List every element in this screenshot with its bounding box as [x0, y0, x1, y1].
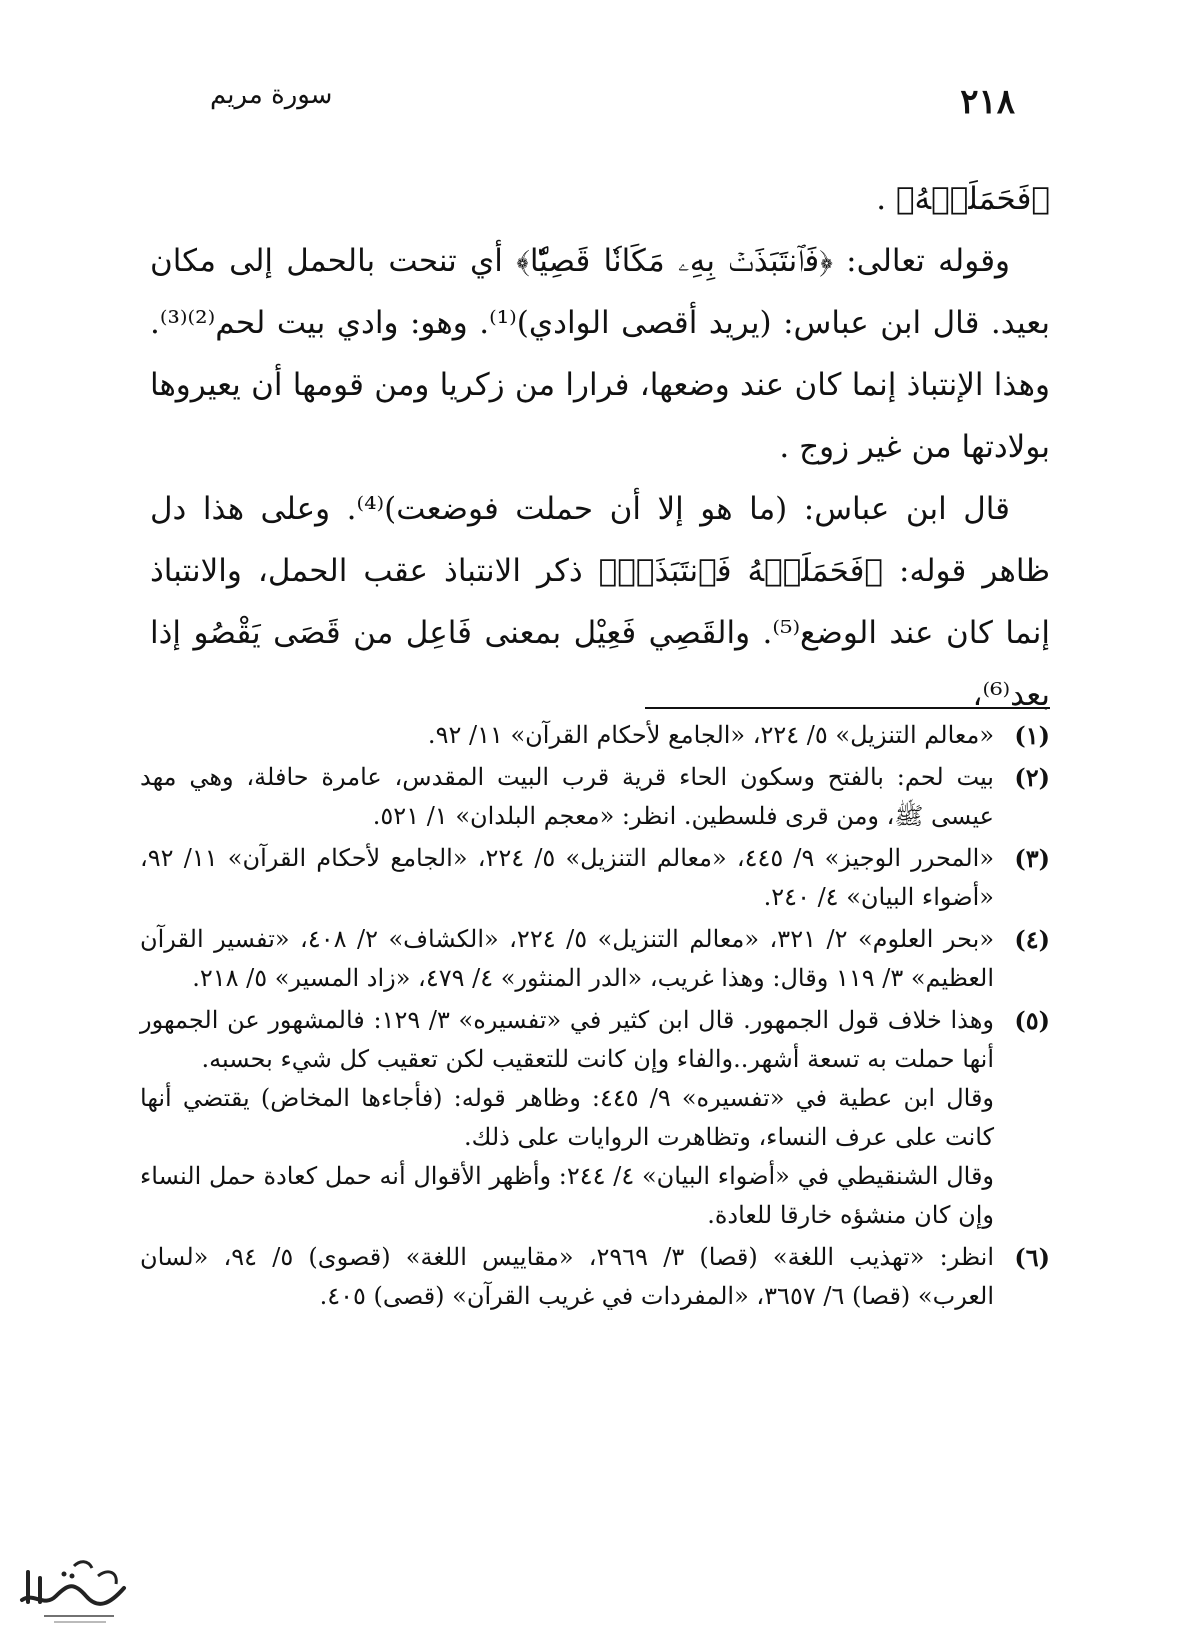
- footnote-number: (٥): [1014, 1006, 1050, 1035]
- footnote-text: وقال الشنقيطي في «أضواء البيان» ٤/ ٢٤٤: وأظهر الأقوال أنه حمل كعادة حمل النساء وإن كان منشؤه خارقا للعادة.: [140, 1162, 995, 1229]
- paragraph-1: ﴿فَحَمَلَتۡهُ﴾ .: [876, 181, 1050, 217]
- footnote-text: وهذا خلاف قول الجمهور. قال ابن كثير في «تفسيره» ٣/ ١٢٩: فالمشهور عن الجمهور أنها حملت به تسعة أشهر..والفاء وإن كانت للتعقيب لكن تعقيب كل شيء بحسبه.: [140, 1006, 994, 1073]
- main-text: [150, 168, 1050, 726]
- footnote-text: وقال ابن عطية في «تفسيره» ٩/ ٤٤٥: وظاهر قوله: (فأجاءها المخاض) يقتضي أنها كانت على عرف النساء، وتظاهرت الروايات على ذلك.: [140, 1084, 995, 1151]
- almostaha-logo-icon: [14, 1552, 132, 1628]
- footnote-text: انظر: «تهذيب اللغة» (قصا) ٣/ ٢٩٦٩، «مقاييس اللغة» (قصوى) ٥/ ٩٤، «لسان العرب» (قصا) ٦/ ٣٦٥٧، «المفردات في غريب القرآن» (قصى) ٤٠٥.: [140, 1243, 995, 1310]
- footnote-6: [140, 1238, 1050, 1316]
- page-number: ٢١٨: [960, 82, 1015, 122]
- footnote-number: (٦): [1014, 1243, 1050, 1272]
- footnote-4: [140, 920, 1050, 998]
- footnote-number: (٢): [1014, 763, 1050, 792]
- footnotes: [140, 716, 1050, 1319]
- footnote-1: [140, 716, 1050, 755]
- footnote-text: «معالم التنزيل» ٥/ ٢٢٤، «الجامع لأحكام القرآن» ١١/ ٩٢.: [427, 721, 994, 749]
- paragraph-2: وقوله تعالى: ﴿فَٱنتَبَذَتۡ بِهِۦ مَكَانٗا قَصِيّٗا﴾ أي تنحت بالحمل إلى مكان بعيد. قال ابن عباس: (يريد أقصى الوادي)⁽¹⁾. وهو: وادي بيت لحم⁽²⁾⁽³⁾. وهذا الإنتباذ إنما كان عند وضعها، فرارا من زكريا ومن قومها أن يعيروها بولادتها من غير زوج .: [150, 243, 1050, 465]
- page-header: [200, 72, 1015, 132]
- footnote-number: (٣): [1014, 844, 1050, 873]
- footnote-number: (١): [1014, 721, 1050, 750]
- footnote-divider: [645, 707, 1050, 709]
- footnote-text: بيت لحم: بالفتح وسكون الحاء قرية قرب البيت المقدس، عامرة حافلة، وهي مهد عيسى ﷺ، ومن قرى فلسطين. انظر: «معجم البلدان» ١/ ٥٢١.: [140, 763, 994, 830]
- footnote-text: «بحر العلوم» ٢/ ٣٢١، «معالم التنزيل» ٥/ ٢٢٤، «الكشاف» ٢/ ٤٠٨، «تفسير القرآن العظيم» ٣/ ١١٩ وقال: وهذا غريب، «الدر المنثور» ٤/ ٤٧٩، «زاد المسير» ٥/ ٢١٨.: [140, 925, 994, 992]
- footnote-3: [140, 839, 1050, 917]
- footnote-text: «المحرر الوجيز» ٩/ ٤٤٥، «معالم التنزيل» ٥/ ٢٢٤، «الجامع لأحكام القرآن» ١١/ ٩٢، «أضواء البيان» ٤/ ٢٤٠.: [140, 844, 995, 911]
- paragraph-3: قال ابن عباس: (ما هو إلا أن حملت فوضعت)⁽⁴⁾. وعلى هذا دل ظاهر قوله: ﴿فَحَمَلَتۡهُ فَٱنتَبَذَتۡ﴾ ذكر الانتباذ عقب الحمل، والانتباذ إنما كان عند الوضع⁽⁵⁾. والقَصِي فَعِيْل بمعنى فَاعِل من قَصَى يَقْصُو إذا بعد⁽⁶⁾،: [150, 491, 1050, 713]
- footnote-2: [140, 758, 1050, 836]
- running-title: سورة مريم: [210, 80, 333, 110]
- footnote-number: (٤): [1014, 925, 1050, 954]
- footnote-5: [140, 1001, 1050, 1235]
